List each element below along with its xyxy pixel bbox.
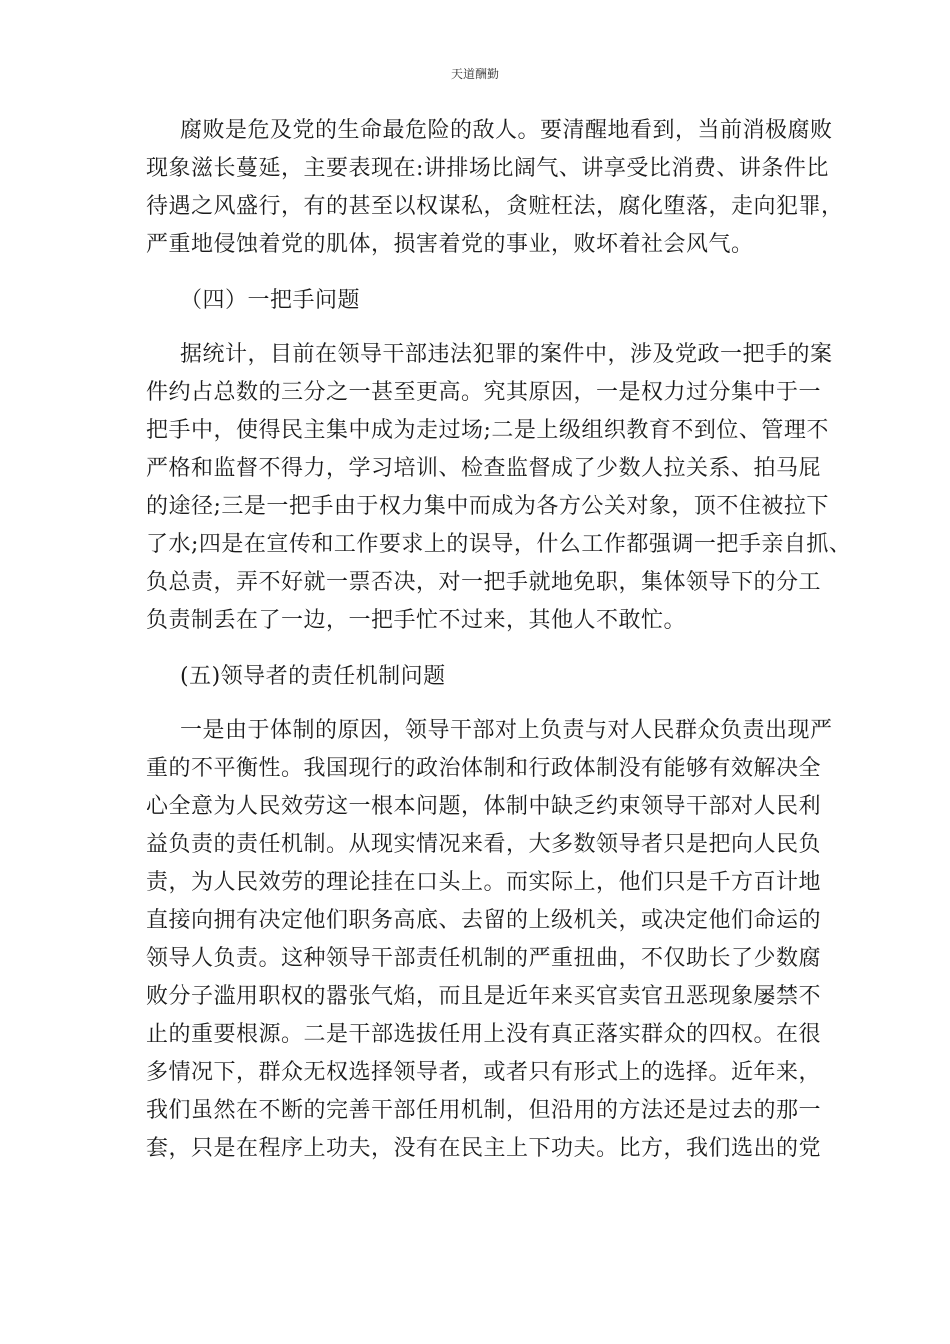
section-heading-five: (五)领导者的责任机制问题	[180, 664, 446, 689]
text-line: 待遇之风盛行，有的甚至以权谋私，贪赃枉法，腐化堕落，走向犯罪，	[146, 194, 844, 219]
text-line: 多情况下，群众无权选择领导者，或者只有形式上的选择。近年来，	[146, 1060, 822, 1085]
text-line: 止的重要根源。二是干部选拔任用上没有真正落实群众的四权。在很	[146, 1022, 822, 1047]
text-line: 心全意为人民效劳这一根本问题，体制中缺乏约束领导干部对人民利	[146, 794, 822, 819]
section-heading-four: （四）一把手问题	[180, 288, 361, 313]
text-line: 负责制丢在了一边，一把手忙不过来，其他人不敢忙。	[146, 608, 687, 633]
text-line: 把手中，使得民主集中成为走过场;二是上级组织教育不到位、管理不	[146, 418, 829, 443]
text-line: 了水;四是在宣传和工作要求上的误导，什么工作都强调一把手亲自抓、	[146, 532, 852, 557]
text-line: 一是由于体制的原因，领导干部对上负责与对人民群众负责出现严	[180, 718, 833, 743]
text-line: 的途径;三是一把手由于权力集中而成为各方公关对象，顶不住被拉下	[146, 494, 829, 519]
text-line: 严格和监督不得力，学习培训、检查监督成了少数人拉关系、拍马屁	[146, 456, 822, 481]
text-line: 败分子滥用职权的嚣张气焰，而且是近年来买官卖官丑恶现象屡禁不	[146, 984, 822, 1009]
text-line: 严重地侵蚀着党的肌体，损害着党的事业，败坏着社会风气。	[146, 232, 754, 257]
text-line: 益负责的责任机制。从现实情况来看，大多数领导者只是把向人民负	[146, 832, 822, 857]
text-line: 现象滋长蔓延，主要表现在:讲排场比阔气、讲享受比消费、讲条件比	[146, 156, 829, 181]
text-line: 责，为人民效劳的理论挂在口头上。而实际上，他们只是千方百计地	[146, 870, 822, 895]
text-line: 领导人负责。这种领导干部责任机制的严重扭曲，不仅助长了少数腐	[146, 946, 822, 971]
text-line: 负总责，弄不好就一票否决，对一把手就地免职，集体领导下的分工	[146, 570, 822, 595]
text-line: 件约占总数的三分之一甚至更高。究其原因，一是权力过分集中于一	[146, 380, 822, 405]
page-header: 天道酬勤	[450, 67, 499, 81]
text-line: 据统计，目前在领导干部违法犯罪的案件中，涉及党政一把手的案	[180, 342, 833, 367]
text-line: 直接向拥有决定他们职务高底、去留的上级机关，或决定他们命运的	[146, 908, 822, 933]
text-line: 重的不平衡性。我国现行的政治体制和行政体制没有能够有效解决全	[146, 756, 822, 781]
text-line: 腐败是危及党的生命最危险的敌人。要清醒地看到，当前消极腐败	[180, 118, 833, 143]
text-line: 我们虽然在不断的完善干部任用机制，但沿用的方法还是过去的那一	[146, 1098, 822, 1123]
text-line: 套，只是在程序上功夫，没有在民主上下功夫。比方，我们选出的党	[146, 1136, 822, 1161]
